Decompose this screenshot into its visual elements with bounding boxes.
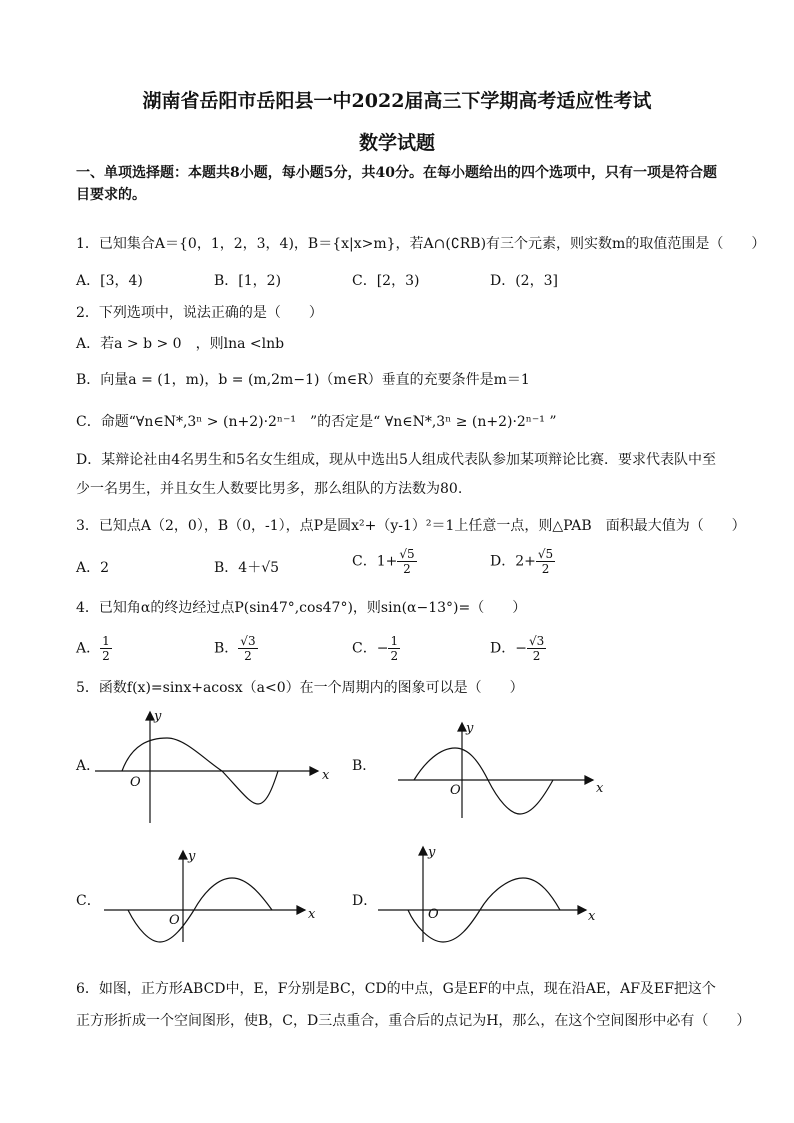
q5-option-a-label: A． [76, 758, 101, 774]
q2-option-b: B．向量a = (1，m)，b = (m,2m−1)（m∈R）垂直的充要条件是m＝1 [76, 372, 530, 388]
q3-option-a: A．2 [76, 560, 110, 576]
q5-option-b-label: B． [352, 758, 377, 774]
q2-option-d-line2: 少一名男生，并且女生人数要比男多，那么组队的方法数为80. [76, 481, 463, 497]
q2-stem: 2．下列选项中，说法正确的是（ ） [76, 305, 323, 321]
q1-option-d: D．(2，3] [490, 273, 558, 289]
graph-c-origin: O [169, 913, 180, 928]
graph-b-y-arrow [458, 723, 466, 731]
exam-title: 湖南省岳阳市岳阳县一中2022届高三下学期高考适应性考试 [142, 90, 652, 112]
q3-option-d: D．2+ $\frac{√5}{2}$ [490, 547, 554, 576]
q3-stem: 3．已知点A（2，0），B（0，-1），点P是圆x²+（y-1）²＝1上任意一点，则△PAB 面积最大值为（ ） [76, 518, 746, 534]
graph-c-x-arrow [297, 906, 305, 914]
q1-option-a: A．[3，4) [76, 273, 143, 289]
q6-stem-line1: 6．如图，正方形ABCD中，E，F分别是BC，CD的中点，G是EF的中点，现在沿AE，AF及EF把这个 [76, 981, 716, 997]
graph-d [378, 847, 586, 942]
graph-d-origin: O [428, 907, 439, 922]
graph-a-y-label: y [154, 709, 162, 724]
graph-a-x-arrow [310, 767, 318, 775]
q2-option-a: A．若a > b > 0 ，则lna <lnb [76, 336, 285, 352]
graph-a-origin: O [130, 775, 141, 790]
graph-b-x-label: x [596, 781, 604, 796]
section-heading-line1: 一、单项选择题：本题共8小题，每小题5分，共40分。在每小题给出的四个选项中，只有一项是符合题 [76, 165, 717, 181]
q3-option-c: C．1+ $\frac{√5}{2}$ [352, 547, 415, 576]
q1-option-c: C．[2，3) [352, 273, 420, 289]
graph-a-y-arrow [146, 712, 154, 720]
graph-d-y-label: y [428, 845, 436, 860]
graph-d-x-arrow [578, 906, 586, 914]
graph-b [398, 723, 593, 818]
q3-option-d-fraction: $\frac{√5}{2}$ [537, 547, 554, 576]
q3-option-c-fraction: $\frac{√5}{2}$ [399, 547, 415, 576]
q4-option-c: C．− $\frac{1}{2}$ [352, 634, 399, 663]
q6-stem-line2: 正方形折成一个空间图形，使B，C，D三点重合，重合后的点记为H，那么，在这个空间图形中必有（ ） [76, 1013, 751, 1029]
exam-subtitle: 数学试题 [358, 132, 435, 154]
q4-stem: 4．已知角α的终边经过点P(sin47°,cos47°)，则sin(α−13°)=（ ） [76, 600, 527, 616]
q1-stem: 1．已知集合A＝{0，1，2，3，4)，B＝{x|x>m}，若A∩(∁RB)有三个元素，则实数m的取值范围是（ ） [76, 236, 766, 252]
graph-a-x-label: x [322, 768, 330, 783]
graph-b-x-arrow [585, 776, 593, 784]
q1-option-b: B．[1，2) [214, 273, 282, 289]
graph-b-origin: O [450, 783, 461, 798]
graph-b-curve [414, 748, 553, 814]
section-heading-line2: 目要求的。 [76, 187, 146, 203]
graph-c [104, 851, 305, 942]
q2-option-d-line1: D．某辩论社由4名男生和5名女生组成，现从中选出5人组成代表队参加某项辩论比赛．要求代表队中至 [76, 452, 716, 468]
q5-option-c-label: C． [76, 893, 101, 909]
graph-d-y-arrow [419, 847, 427, 855]
q4-option-a: A． $\frac{1}{2}$ [76, 634, 110, 663]
graph-c-y-label: y [188, 849, 196, 864]
q3-option-b: B．4＋√5 [214, 560, 280, 576]
q5-option-d-label: D． [352, 893, 378, 909]
graph-c-x-label: x [308, 907, 316, 922]
q5-stem: 5．函数f(x)=sinx+acosx（a<0）在一个周期内的图象可以是（ ） [76, 680, 524, 696]
q4-option-b: B． $\frac{√3}{2}$ [214, 634, 256, 663]
q2-option-c: C．命题“∀n∈N*,3ⁿ > (n+2)·2ⁿ⁻¹ ”的否定是“ ∀n∈N*,3ⁿ ≥ (n+2)·2ⁿ⁻¹ ” [76, 414, 557, 430]
q4-option-d: D．− $\frac{√3}{2}$ [490, 634, 545, 663]
graph-b-y-label: y [466, 721, 474, 736]
graph-c-y-arrow [179, 851, 187, 859]
graph-d-x-label: x [588, 909, 596, 924]
graph-a [95, 712, 318, 823]
